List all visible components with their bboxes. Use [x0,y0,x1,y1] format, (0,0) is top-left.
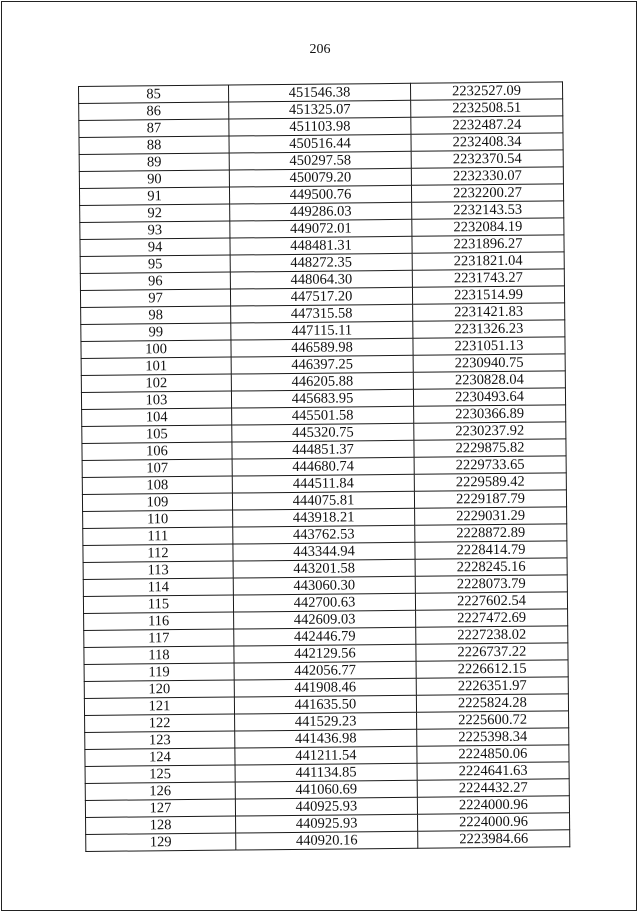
x-coordinate-cell: 441635.50 [234,695,416,714]
x-coordinate-cell: 443344.94 [233,542,415,561]
y-coordinate-cell: 2232084.19 [412,218,564,236]
x-coordinate-cell: 446589.98 [231,338,413,357]
point-number-cell: 114 [83,578,233,596]
y-coordinate-cell: 2232487.24 [411,116,563,134]
point-number-cell: 118 [84,646,234,664]
y-coordinate-cell: 2232330.07 [411,167,563,185]
x-coordinate-cell: 447115.11 [231,321,413,340]
x-coordinate-cell: 447315.58 [231,304,413,323]
x-coordinate-cell: 444075.81 [232,491,414,510]
point-number-cell: 124 [85,748,235,766]
y-coordinate-cell: 2225600.72 [417,711,569,729]
x-coordinate-cell: 449286.03 [230,202,412,221]
x-coordinate-cell: 440925.93 [235,797,417,816]
x-coordinate-cell: 442446.79 [234,627,416,646]
point-number-cell: 119 [84,663,234,681]
point-number-cell: 125 [85,765,235,783]
y-coordinate-cell: 2228245.16 [415,558,567,576]
x-coordinate-cell: 445683.95 [231,389,413,408]
y-coordinate-cell: 2231743.27 [412,269,564,287]
y-coordinate-cell: 2232527.09 [410,82,562,100]
x-coordinate-cell: 441134.85 [235,763,417,782]
point-number-cell: 85 [79,85,229,103]
point-number-cell: 106 [82,442,232,460]
x-coordinate-cell: 443060.30 [233,576,415,595]
y-coordinate-cell: 2230366.89 [414,405,566,423]
y-coordinate-cell: 2232370.54 [411,150,563,168]
y-coordinate-cell: 2226737.22 [416,643,568,661]
point-number-cell: 113 [83,561,233,579]
point-number-cell: 97 [80,289,230,307]
x-coordinate-cell: 441529.23 [235,712,417,731]
y-coordinate-cell: 2228073.79 [415,575,567,593]
x-coordinate-cell: 440920.16 [236,831,418,850]
y-coordinate-cell: 2223984.66 [418,830,570,848]
x-coordinate-cell: 445320.75 [232,423,414,442]
x-coordinate-cell: 441060.69 [235,780,417,799]
point-number-cell: 129 [86,833,236,851]
point-number-cell: 86 [79,102,229,120]
y-coordinate-cell: 2231051.13 [413,337,565,355]
point-number-cell: 110 [83,510,233,528]
x-coordinate-cell: 441436.98 [235,729,417,748]
x-coordinate-cell: 444680.74 [232,457,414,476]
point-number-cell: 116 [84,612,234,630]
point-number-cell: 87 [79,119,229,137]
x-coordinate-cell: 448064.30 [230,270,412,289]
point-number-cell: 123 [85,731,235,749]
point-number-cell: 105 [82,425,232,443]
x-coordinate-cell: 447517.20 [230,287,412,306]
point-number-cell: 111 [83,527,233,545]
y-coordinate-cell: 2231421.83 [413,303,565,321]
y-coordinate-cell: 2231514.99 [412,286,564,304]
point-number-cell: 102 [81,374,231,392]
y-coordinate-cell: 2227472.69 [416,609,568,627]
x-coordinate-cell: 448272.35 [230,253,412,272]
y-coordinate-cell: 2224432.27 [417,779,569,797]
x-coordinate-cell: 440925.93 [236,814,418,833]
point-number-cell: 104 [82,408,232,426]
y-coordinate-cell: 2229875.82 [414,439,566,457]
y-coordinate-cell: 2228872.89 [415,524,567,542]
y-coordinate-cell: 2227602.54 [415,592,567,610]
x-coordinate-cell: 444851.37 [232,440,414,459]
y-coordinate-cell: 2229733.65 [414,456,566,474]
y-coordinate-cell: 2225824.28 [416,694,568,712]
y-coordinate-cell: 2226351.97 [416,677,568,695]
y-coordinate-cell: 2228414.79 [415,541,567,559]
x-coordinate-cell: 444511.84 [232,474,414,493]
x-coordinate-cell: 451546.38 [228,83,410,102]
point-number-cell: 100 [81,340,231,358]
y-coordinate-cell: 2232408.34 [411,133,563,151]
point-number-cell: 126 [85,782,235,800]
x-coordinate-cell: 446397.25 [231,355,413,374]
y-coordinate-cell: 2232200.27 [411,184,563,202]
x-coordinate-cell: 449072.01 [230,219,412,238]
coordinate-table-container [78,81,569,852]
x-coordinate-cell: 450516.44 [229,134,411,153]
y-coordinate-cell: 2224000.96 [418,813,570,831]
point-number-cell: 98 [81,306,231,324]
point-number-cell: 99 [81,323,231,341]
x-coordinate-cell: 450079.20 [229,168,411,187]
coordinate-table-body [79,82,570,852]
x-coordinate-cell: 442129.56 [234,644,416,663]
point-number-cell: 121 [84,697,234,715]
point-number-cell: 101 [81,357,231,375]
x-coordinate-cell: 446205.88 [231,372,413,391]
y-coordinate-cell: 2229187.79 [414,490,566,508]
x-coordinate-cell: 443201.58 [233,559,415,578]
y-coordinate-cell: 2224000.96 [417,796,569,814]
point-number-cell: 128 [86,816,236,834]
page-number: 206 [309,42,331,57]
point-number-cell: 94 [80,238,230,256]
y-coordinate-cell: 2231326.23 [413,320,565,338]
point-number-cell: 93 [80,221,230,239]
point-number-cell: 112 [83,544,233,562]
y-coordinate-cell: 2224641.63 [417,762,569,780]
x-coordinate-cell: 445501.58 [232,406,414,425]
x-coordinate-cell: 442609.03 [234,610,416,629]
point-number-cell: 89 [79,153,229,171]
x-coordinate-cell: 449500.76 [229,185,411,204]
x-coordinate-cell: 451103.98 [229,117,411,136]
y-coordinate-cell: 2225398.34 [417,728,569,746]
point-number-cell: 115 [83,595,233,613]
y-coordinate-cell: 2229589.42 [414,473,566,491]
point-number-cell: 120 [84,680,234,698]
point-number-cell: 117 [84,629,234,647]
x-coordinate-cell: 448481.31 [230,236,412,255]
point-number-cell: 127 [85,799,235,817]
point-number-cell: 91 [79,187,229,205]
point-number-cell: 95 [80,255,230,273]
point-number-cell: 103 [81,391,231,409]
x-coordinate-cell: 450297.58 [229,151,411,170]
point-number-cell: 122 [85,714,235,732]
point-number-cell: 107 [82,459,232,477]
y-coordinate-cell: 2231896.27 [412,235,564,253]
coordinate-table [78,81,570,852]
y-coordinate-cell: 2226612.15 [416,660,568,678]
x-coordinate-cell: 442700.63 [233,593,415,612]
x-coordinate-cell: 442056.77 [234,661,416,680]
y-coordinate-cell: 2231821.04 [412,252,564,270]
x-coordinate-cell: 441211.54 [235,746,417,765]
y-coordinate-cell: 2230828.04 [413,371,565,389]
point-number-cell: 92 [80,204,230,222]
y-coordinate-cell: 2230237.92 [414,422,566,440]
y-coordinate-cell: 2232508.51 [411,99,563,117]
point-number-cell: 96 [80,272,230,290]
y-coordinate-cell: 2230493.64 [413,388,565,406]
x-coordinate-cell: 441908.46 [234,678,416,697]
y-coordinate-cell: 2227238.02 [416,626,568,644]
point-number-cell: 90 [79,170,229,188]
y-coordinate-cell: 2230940.75 [413,354,565,372]
x-coordinate-cell: 443918.21 [233,508,415,527]
y-coordinate-cell: 2224850.06 [417,745,569,763]
x-coordinate-cell: 443762.53 [233,525,415,544]
x-coordinate-cell: 451325.07 [229,100,411,119]
point-number-cell: 88 [79,136,229,154]
point-number-cell: 108 [82,476,232,494]
point-number-cell: 109 [82,493,232,511]
y-coordinate-cell: 2229031.29 [415,507,567,525]
y-coordinate-cell: 2232143.53 [412,201,564,219]
